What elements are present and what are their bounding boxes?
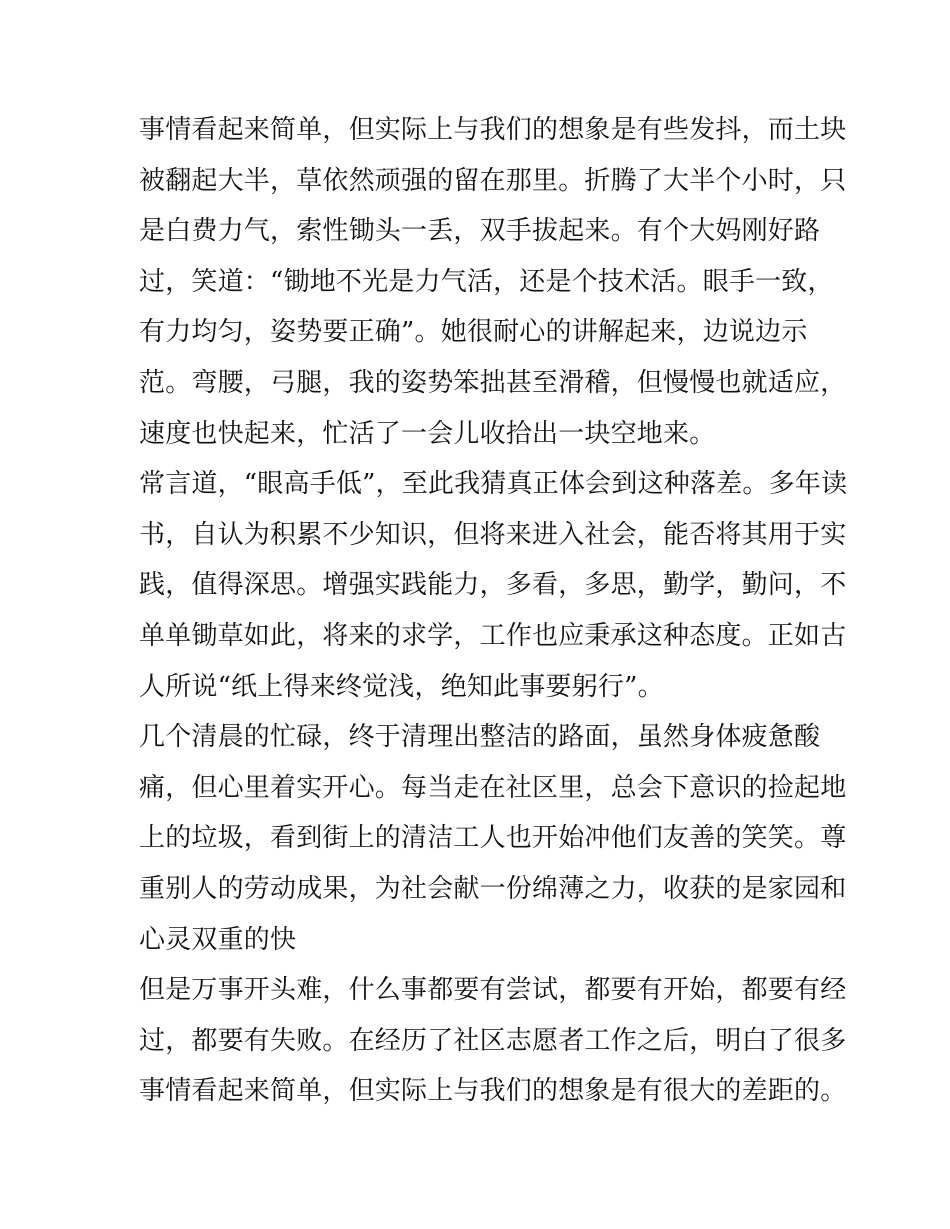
text-line: 心灵双重的快 bbox=[139, 924, 297, 955]
text-line: 速度也快起来，忙活了一会儿收拾出一块空地来。 bbox=[139, 418, 716, 449]
text-line: 上的垃圾，看到街上的清洁工人也开始冲他们友善的笑笑。尊 bbox=[139, 823, 847, 854]
text-line: 事情看起来简单，但实际上与我们的想象是有些发抖，而土块 bbox=[139, 115, 847, 145]
text-line: 痛，但心里着实开心。每当走在社区里，总会下意识的捡起地 bbox=[139, 772, 847, 803]
text-line: 但是万事开头难，什么事都要有尝试，都要有开始，都要有经 bbox=[139, 975, 847, 1006]
text-line: 重别人的劳动成果，为社会献一份绵薄之力，收获的是家园和 bbox=[139, 873, 847, 904]
text-line: 被翻起大半，草依然顽强的留在那里。折腾了大半个小时，只 bbox=[139, 165, 847, 196]
text-line: 事情看起来简单，但实际上与我们的想象是有很大的差距的。 bbox=[139, 1076, 847, 1107]
text-line: 有力均匀，姿势要正确”。她很耐心的讲解起来，边说边示 bbox=[139, 317, 808, 348]
text-line: 过，笑道：“锄地不光是力气活，还是个技术活。眼手一致， bbox=[139, 266, 834, 297]
text-line: 书，自认为积累不少知识，但将来进入社会，能否将其用于实 bbox=[139, 519, 847, 550]
document-body bbox=[139, 105, 848, 1117]
text-line: 范。弯腰，弓腿，我的姿势笨拙甚至滑稽，但慢慢也就适应， bbox=[139, 367, 847, 398]
text-line: 过，都要有失败。在经历了社区志愿者工作之后，明白了很多 bbox=[139, 1025, 847, 1056]
text-line: 是白费力气，索性锄头一丢，双手拔起来。有个大妈刚好路 bbox=[139, 216, 821, 247]
text-line: 常言道，“眼高手低”，至此我猜真正体会到这种落差。多年读 bbox=[139, 469, 848, 500]
text-line: 几个清晨的忙碌，终于清理出整洁的路面，虽然身体疲惫酸 bbox=[139, 722, 821, 753]
text-line: 单单锄草如此，将来的求学，工作也应秉承这种态度。正如古 bbox=[139, 620, 847, 651]
text-line: 人所说“纸上得来终觉浅，绝知此事要躬行”。 bbox=[139, 671, 664, 702]
text-line: 践，值得深思。增强实践能力，多看，多思，勤学，勤问，不 bbox=[139, 570, 847, 601]
